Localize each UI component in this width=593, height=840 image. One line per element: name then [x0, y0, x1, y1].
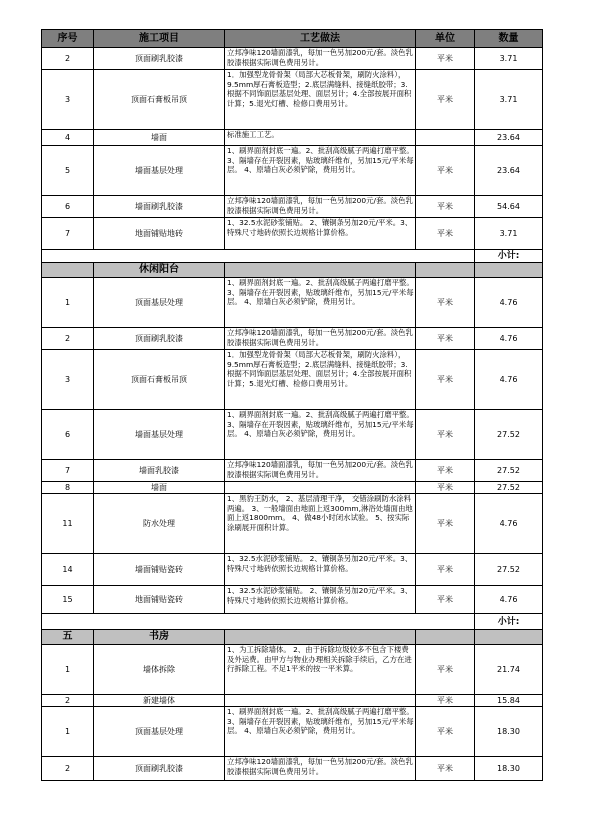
- subtotal-blank: [42, 250, 475, 263]
- row-item: 墙面乳胶漆: [94, 460, 225, 482]
- section-number: 五: [42, 630, 94, 645]
- row-qty: 23.64: [475, 130, 543, 146]
- row-craft: 1、为工拆除墙体。 2、由于拆除垃圾较多不包含下楼费及外运费。由甲方与物业办理相关拆除手续后，乙方在进行拆除工程。不足1平米的按一平米算。: [225, 645, 416, 695]
- row-number: 1: [42, 278, 94, 328]
- row-unit: 平米: [416, 645, 475, 695]
- row-craft: 立邦净味120墙面漆乳，每加一色另加200元/套。淡色乳胶漆根据实际调色费用另计。: [225, 48, 416, 70]
- table-row: [42, 196, 543, 218]
- subtotal-label: 小计:: [475, 614, 543, 630]
- row-craft: 1．加强型龙骨骨架（局部大芯板骨架，刷防火涂料），9.5mm厚石膏板造型；2.底层满缝料、接缝纸胶带；3.根据不同饰面层基层处理、面层另计；4.全部按展开面积计算；5.退光灯槽、检修口费用另计。: [225, 350, 416, 410]
- table-row: [42, 707, 543, 757]
- row-number: 7: [42, 460, 94, 482]
- section-title: 休闲阳台: [94, 263, 225, 278]
- row-item: 顶面石膏板吊顶: [94, 70, 225, 130]
- row-item: 墙面基层处理: [94, 410, 225, 460]
- row-number: 2: [42, 328, 94, 350]
- table-row: [42, 130, 543, 146]
- table-row: [42, 757, 543, 781]
- row-qty: 18.30: [475, 757, 543, 781]
- subtotal-blank: [42, 614, 475, 630]
- row-number: 11: [42, 494, 94, 554]
- row-item: 墙面基层处理: [94, 146, 225, 196]
- row-item: 墙面刷乳胶漆: [94, 196, 225, 218]
- row-craft: 1、刷界面剂封底一遍。2、批刮高级腻子两遍打磨平整。3、隔墙存在开裂因素，贴玻璃纤维布，另加15元/平米每层。 4、原墙白灰必须铲除，费用另计。: [225, 410, 416, 460]
- row-qty: 4.76: [475, 494, 543, 554]
- row-item: 地面铺贴地砖: [94, 218, 225, 250]
- row-qty: 4.76: [475, 328, 543, 350]
- row-qty: 21.74: [475, 645, 543, 695]
- table-body: [42, 48, 543, 781]
- row-qty: 54.64: [475, 196, 543, 218]
- subtotal-row: [42, 614, 543, 630]
- row-qty: 27.52: [475, 410, 543, 460]
- header-item: 施工项目: [94, 30, 225, 48]
- table-row: [42, 48, 543, 70]
- row-qty: 3.71: [475, 48, 543, 70]
- row-unit: 平米: [416, 482, 475, 494]
- section-title: 书房: [94, 630, 225, 645]
- row-unit: 平米: [416, 410, 475, 460]
- row-number: 14: [42, 554, 94, 586]
- row-craft: 立邦净味120墙面漆乳，每加一色另加200元/套。淡色乳胶漆根据实际调色费用另计。: [225, 460, 416, 482]
- row-item: 墙面铺贴瓷砖: [94, 554, 225, 586]
- row-unit: 平米: [416, 48, 475, 70]
- table-row: [42, 218, 543, 250]
- row-craft: [225, 482, 416, 494]
- row-unit: 平米: [416, 707, 475, 757]
- section-row: [42, 263, 543, 278]
- table-row: [42, 410, 543, 460]
- row-unit: 平米: [416, 460, 475, 482]
- table-row: [42, 695, 543, 707]
- section-qty-empty: [475, 263, 543, 278]
- row-craft: 立邦净味120墙面漆乳，每加一色另加200元/套。淡色乳胶漆根据实际调色费用另计。: [225, 196, 416, 218]
- table-row: [42, 328, 543, 350]
- table-row: [42, 278, 543, 328]
- table-row: [42, 482, 543, 494]
- row-qty: 27.52: [475, 460, 543, 482]
- row-qty: 4.76: [475, 278, 543, 328]
- row-craft: 1、32.5水泥砂浆铺贴。 2、镶铜条另加20元/平米。3、特殊尺寸地砖依照长边规格计算价格。: [225, 586, 416, 614]
- table-row: [42, 460, 543, 482]
- row-unit: 平米: [416, 554, 475, 586]
- row-craft: 1、刷界面剂封底一遍。2、批刮高级腻子两遍打磨平整。3、隔墙存在开裂因素，贴玻璃纤维布，另加15元/平米每层。 4、原墙白灰必须铲除，费用另计。: [225, 146, 416, 196]
- row-qty: 15.84: [475, 695, 543, 707]
- row-number: 3: [42, 350, 94, 410]
- section-number: [42, 263, 94, 278]
- row-qty: 23.64: [475, 146, 543, 196]
- row-item: 新建墙体: [94, 695, 225, 707]
- row-unit: 平米: [416, 695, 475, 707]
- row-unit: 平米: [416, 757, 475, 781]
- row-craft: 立邦净味120墙面漆乳，每加一色另加200元/套。淡色乳胶漆根据实际调色费用另计。: [225, 757, 416, 781]
- row-qty: 4.76: [475, 350, 543, 410]
- row-qty: 4.76: [475, 586, 543, 614]
- row-item: 墙面: [94, 130, 225, 146]
- table-row: [42, 70, 543, 130]
- row-item: 墙体拆除: [94, 645, 225, 695]
- row-number: 6: [42, 410, 94, 460]
- row-craft: 标准施工工艺。: [225, 130, 416, 146]
- row-number: 1: [42, 707, 94, 757]
- row-unit: 平米: [416, 146, 475, 196]
- row-craft: 1、32.5水泥砂浆铺贴。 2、镶铜条另加20元/平米。3、特殊尺寸地砖依照长边规格计算价格。: [225, 554, 416, 586]
- table-row: [42, 146, 543, 196]
- row-craft: 1、刷界面剂封底一遍。2、批刮高级腻子两遍打磨平整。3、隔墙存在开裂因素，贴玻璃纤维布，另加15元/平米每层。 4、原墙白灰必须铲除，费用另计。: [225, 707, 416, 757]
- section-row: [42, 630, 543, 645]
- row-craft: 立邦净味120墙面漆乳，每加一色另加200元/套。淡色乳胶漆根据实际调色费用另计。: [225, 328, 416, 350]
- row-qty: 18.30: [475, 707, 543, 757]
- table-row: [42, 494, 543, 554]
- row-item: 防水处理: [94, 494, 225, 554]
- section-craft-empty: [225, 630, 416, 645]
- row-number: 3: [42, 70, 94, 130]
- section-unit-empty: [416, 630, 475, 645]
- header-row: [42, 30, 543, 48]
- row-item: 顶面刷乳胶漆: [94, 757, 225, 781]
- row-qty: 3.71: [475, 218, 543, 250]
- row-qty: 27.52: [475, 482, 543, 494]
- table-row: [42, 586, 543, 614]
- table-row: [42, 350, 543, 410]
- row-unit: 平米: [416, 196, 475, 218]
- header-no: 序号: [42, 30, 94, 48]
- row-number: 4: [42, 130, 94, 146]
- row-item: 顶面基层处理: [94, 278, 225, 328]
- quotation-sheet: [41, 29, 542, 781]
- subtotal-row: [42, 250, 543, 263]
- row-item: 顶面基层处理: [94, 707, 225, 757]
- row-craft: 1．加强型龙骨骨架（局部大芯板骨架，刷防火涂料），9.5mm厚石膏板造型；2.底层满缝料、接缝纸胶带；3.根据不同饰面层基层处理、面层另计；4.全部按展开面积计算；5.退光灯槽、检修口费用另计。: [225, 70, 416, 130]
- row-craft: [225, 695, 416, 707]
- row-craft: 1、32.5水泥砂浆铺贴。 2、镶铜条另加20元/平米。3、特殊尺寸地砖依照长边规格计算价格。: [225, 218, 416, 250]
- row-number: 7: [42, 218, 94, 250]
- row-unit: [416, 130, 475, 146]
- row-number: 8: [42, 482, 94, 494]
- subtotal-label: 小计:: [475, 250, 543, 263]
- section-craft-empty: [225, 263, 416, 278]
- row-item: 顶面刷乳胶漆: [94, 48, 225, 70]
- row-craft: 1、刷界面剂封底一遍。2、批刮高级腻子两遍打磨平整。3、隔墙存在开裂因素，贴玻璃纤维布，另加15元/平米每层。 4、原墙白灰必须铲除，费用另计。: [225, 278, 416, 328]
- row-qty: 3.71: [475, 70, 543, 130]
- row-craft: 1、黑豹王防水， 2、基层清理干净， 交错涂刷防水涂料两遍。 3、一般墙面由地面上返300mm,淋浴处墙面由地面上返1800mm。 4、做48小时闭水试验。 5、按实际涂刷展开面积计算。: [225, 494, 416, 554]
- header-qty: 数量: [475, 30, 543, 48]
- row-item: 墙面: [94, 482, 225, 494]
- header-unit: 单位: [416, 30, 475, 48]
- row-unit: 平米: [416, 70, 475, 130]
- row-item: 地面铺贴瓷砖: [94, 586, 225, 614]
- row-number: 2: [42, 695, 94, 707]
- row-unit: 平米: [416, 218, 475, 250]
- row-unit: 平米: [416, 278, 475, 328]
- row-number: 15: [42, 586, 94, 614]
- row-unit: 平米: [416, 586, 475, 614]
- row-unit: 平米: [416, 494, 475, 554]
- row-item: 顶面石膏板吊顶: [94, 350, 225, 410]
- row-number: 5: [42, 146, 94, 196]
- table-row: [42, 554, 543, 586]
- section-unit-empty: [416, 263, 475, 278]
- section-qty-empty: [475, 630, 543, 645]
- row-number: 6: [42, 196, 94, 218]
- header-craft: 工艺做法: [225, 30, 416, 48]
- row-number: 2: [42, 757, 94, 781]
- row-unit: 平米: [416, 350, 475, 410]
- table-row: [42, 645, 543, 695]
- row-qty: 27.52: [475, 554, 543, 586]
- quotation-table: [41, 29, 543, 781]
- row-number: 2: [42, 48, 94, 70]
- row-number: 1: [42, 645, 94, 695]
- row-unit: 平米: [416, 328, 475, 350]
- row-item: 顶面刷乳胶漆: [94, 328, 225, 350]
